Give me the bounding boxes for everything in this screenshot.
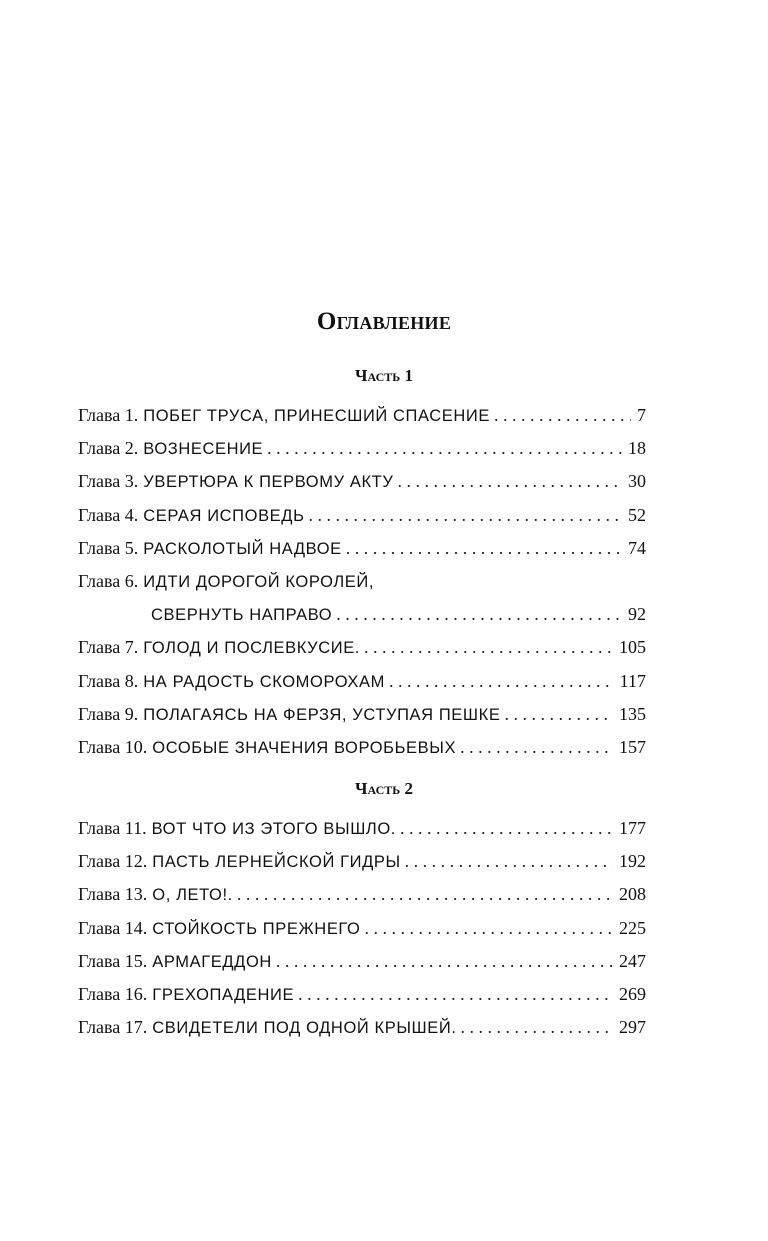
toc-entry-chapter-5[interactable] [78,536,646,569]
chapter-title: ОСОБЫЕ ЗНАЧЕНИЯ ВОРОБЬЕВЫХ [152,738,457,757]
toc-entry-chapter-10[interactable] [78,735,646,768]
page-number: 7 [637,405,646,425]
dot-leader [397,469,622,493]
chapter-number: Глава 5. [78,537,139,558]
dot-leader [364,635,613,659]
chapter-number: Глава 9. [78,703,139,724]
chapter-title: ГРЕХОПАДЕНИЕ [152,985,295,1004]
chapter-title: ГОЛОД И ПОСЛЕВКУСИЕ. [143,639,360,658]
dot-leader [336,602,622,626]
chapter-title: РАСКОЛОТЫЙ НАДВОЕ [143,539,342,558]
dot-leader [461,1015,613,1039]
page-number: 247 [619,950,646,971]
chapter-number: Глава 7. [78,637,139,658]
dot-leader [405,849,613,873]
toc-entry-chapter-4[interactable] [78,503,646,536]
chapter-number: Глава 8. [78,670,139,691]
chapter-title: ВОТ ЧТО ИЗ ЭТОГО ВЫШЛО. [151,820,396,838]
page-number: 52 [628,504,646,525]
chapter-number: Глава 2. [78,438,139,459]
dot-leader [276,949,613,973]
page-number: 269 [619,983,646,1004]
chapter-title: ПОБЕГ ТРУСА, ПРИНЕСШИЙ СПАСЕНИЕ [143,407,490,425]
chapter-title: НА РАДОСТЬ СКОМОРОХАМ [143,672,385,691]
chapter-title: ПАСТЬ ЛЕРНЕЙСКОЙ ГИДРЫ [152,853,401,872]
chapter-title: СТОЙКОСТЬ ПРЕЖНЕГО [152,919,361,938]
page-number: 74 [628,537,646,558]
chapter-number: Глава 1. [78,405,139,425]
dot-leader [298,982,613,1006]
dot-leader [309,503,623,527]
dot-leader [494,403,631,427]
toc-list-part-1 [78,403,646,768]
toc-entry-chapter-14[interactable] [78,916,646,949]
chapter-title: О, ЛЕТО!. [152,886,233,905]
two-line-entry [78,569,646,635]
toc-entry-chapter-16[interactable] [78,982,646,1015]
page-number: 225 [619,917,646,938]
chapter-number: Глава 11. [78,818,147,838]
toc-entry-chapter-15[interactable] [78,949,646,982]
chapter-title: СВИДЕТЕЛИ ПОД ОДНОЙ КРЫШЕЙ. [152,1019,457,1038]
dot-leader [364,916,613,940]
toc-entry-chapter-17[interactable] [78,1015,646,1048]
chapter-number: Глава 13. [78,884,148,905]
chapter-number: Глава 6. [78,570,139,591]
toc-entry-chapter-1[interactable] [78,403,646,436]
dot-leader [267,436,622,460]
toc-entry-chapter-3[interactable] [78,469,646,502]
page-number: 135 [619,703,646,724]
chapter-number: Глава 10. [78,736,148,757]
chapter-number: Глава 14. [78,917,148,938]
part-1-heading: Часть 1 [355,366,413,385]
page-number: 177 [619,818,646,838]
chapter-number: Глава 17. [78,1017,148,1038]
dot-leader [504,702,613,726]
toc-entry-chapter-8[interactable] [78,669,646,702]
chapter-title: ВОЗНЕСЕНИЕ [143,440,264,459]
chapter-title: АРМАГЕДДОН [152,952,272,971]
chapter-title: УВЕРТЮРА К ПЕРВОМУ АКТУ [143,473,394,492]
dot-leader [460,735,613,759]
chapter-number: Глава 4. [78,504,139,525]
chapter-number: Глава 16. [78,983,148,1004]
chapter-title: СЕРАЯ ИСПОВЕДЬ [143,506,305,525]
dot-leader [346,536,622,560]
page-number: 208 [619,884,646,905]
toc-entry-chapter-12[interactable] [78,849,646,882]
toc-list-part-2 [78,816,646,1048]
dot-leader [237,882,613,906]
page-number: 30 [628,471,646,492]
dot-leader [400,816,613,840]
part-2-heading: Часть 2 [355,779,413,798]
toc-entry-chapter-2[interactable] [78,436,646,469]
toc-entry-chapter-9[interactable] [78,702,646,735]
toc-title: Оглавление [316,308,452,335]
entry-line-1 [78,569,646,602]
chapter-number: Глава 12. [78,851,148,872]
page-number: 92 [628,604,646,625]
page-number: 157 [619,736,646,757]
page-number: 297 [619,1017,646,1038]
toc-entry-chapter-13[interactable] [78,882,646,915]
chapter-number: Глава 15. [78,950,148,971]
chapter-number: Глава 3. [78,471,139,492]
chapter-title: ИДТИ ДОРОГОЙ КОРОЛЕЙ, [143,572,375,591]
page-number: 192 [619,851,646,872]
page-number: 117 [619,670,646,691]
toc-entry-chapter-6[interactable] [78,569,646,635]
dot-leader [389,669,614,693]
toc-entry-chapter-7[interactable] [78,635,646,668]
entry-line-2 [78,602,646,635]
toc-entry-chapter-11[interactable] [78,816,646,849]
chapter-title-continued: СВЕРНУТЬ НАПРАВО [151,606,333,625]
page-number: 18 [628,438,646,459]
page-number: 105 [619,637,646,658]
chapter-title: ПОЛАГАЯСЬ НА ФЕРЗЯ, УСТУПАЯ ПЕШКЕ [143,705,501,724]
